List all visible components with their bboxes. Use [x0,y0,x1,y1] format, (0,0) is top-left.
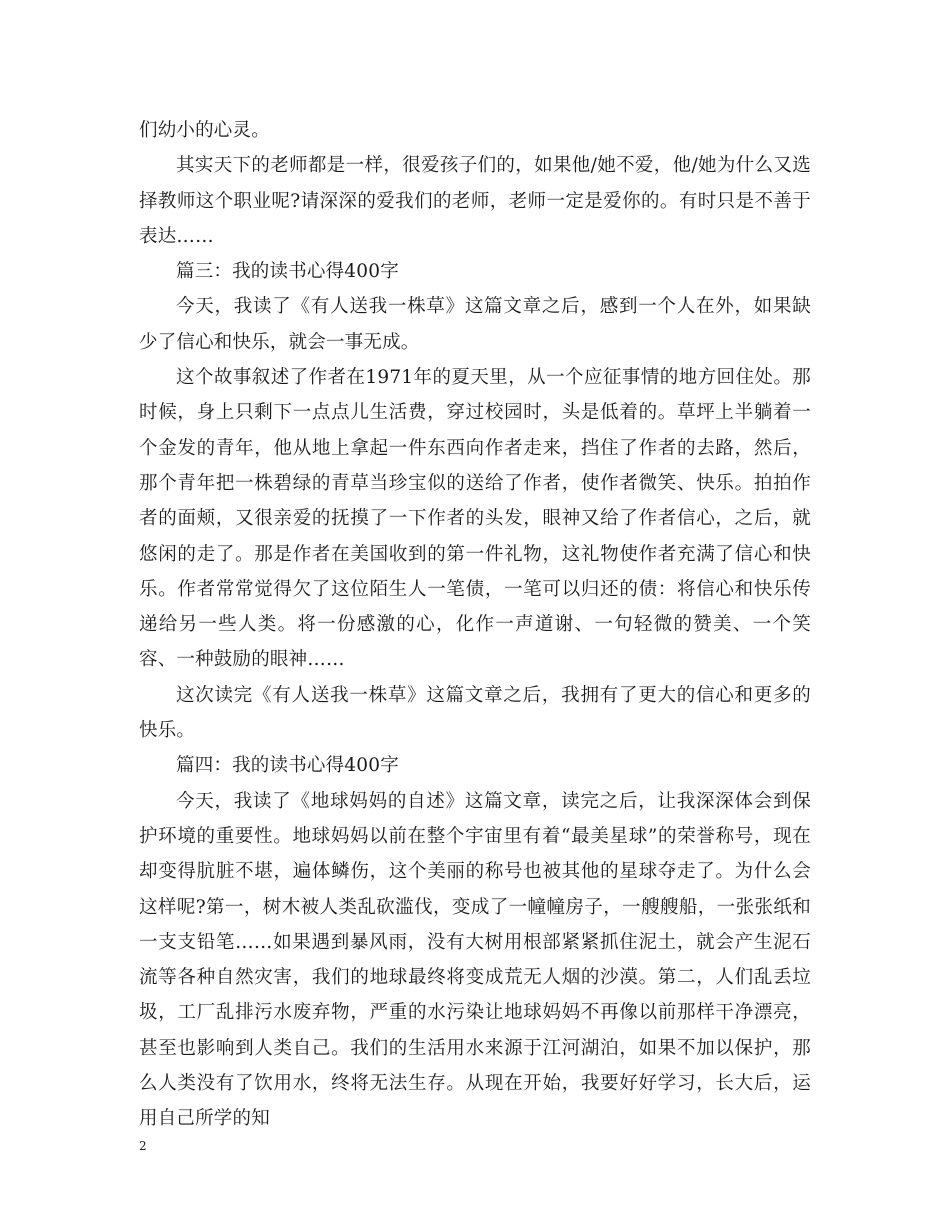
section-heading: 篇三：我的读书心得400字 [176,261,399,283]
paragraph: 这个故事叙述了作者在1971年的夏天里，从一个应征事情的地方回住处。那时候，身上只剩下一点点儿生活费，穿过校园时，头是低着的。草坪上半躺着一个金发的青年，他从地上拿起一件东西向作者走来，挡住了作者的去路，然后，那个青年把一株碧绿的青草当珍宝似的送给了作者，使作者微笑、快乐。拍拍作者的面颊，又很亲爱的抚摸了一下作者的头发，眼神又给了作者信心，之后，就悠闲的走了。那是作者在美国收到的第一件礼物，这礼物使作者充满了信心和快乐。作者常常觉得欠了这位陌生人一笔债，一笔可以归还的债：将信心和快乐传递给另一些人类。将一份感激的心，化作一声道谢、一句轻微的赞美、一个笑容、一种鼓励的眼神…… [139,367,811,671]
page-number: 2 [139,1139,147,1153]
paragraph: 这次读完《有人送我一株草》这篇文章之后，我拥有了更大的信心和更多的快乐。 [139,684,811,742]
paragraph: 今天，我读了《地球妈妈的自述》这篇文章，读完之后，让我深深体会到保护环境的重要性。地球妈妈以前在整个宇宙里有着“最美星球”的荣誉称号，现在却变得肮脏不堪，遍体鳞伤，这个美丽的称号也被其他的星球夺走了。为什么会这样呢?第一，树木被人类乱砍滥伐，变成了一幢幢房子，一艘艘船，一张张纸和一支支铅笔……如果遇到暴风雨，没有大树用根部紧紧抓住泥土，就会产生泥石流等各种自然灾害，我们的地球最终将变成荒无人烟的沙漠。第二，人们乱丢垃圾，工厂乱排污水废弃物，严重的水污染让地球妈妈不再像以前那样干净漂亮，甚至也影响到人类自己。我们的生活用水来源于江河湖泊，如果不加以保护，那么人类没有了饮用水，终将无法生存。从现在开始，我要好好学习，长大后，运用自己所学的知 [139,790,811,1130]
section-heading: 篇四：我的读书心得400字 [176,755,399,777]
paragraph: 今天，我读了《有人送我一株草》这篇文章之后，感到一个人在外，如果缺少了信心和快乐，就会一事无成。 [139,296,811,353]
document-body [139,113,811,1137]
paragraph: 们幼小的心灵。 [139,120,270,141]
paragraph: 其实天下的老师都是一样，很爱孩子们的，如果他/她不爱，他/她为什么又选择教师这个职业呢?请深深的爱我们的老师，老师一定是爱你的。有时只是不善于表达…… [139,155,811,247]
